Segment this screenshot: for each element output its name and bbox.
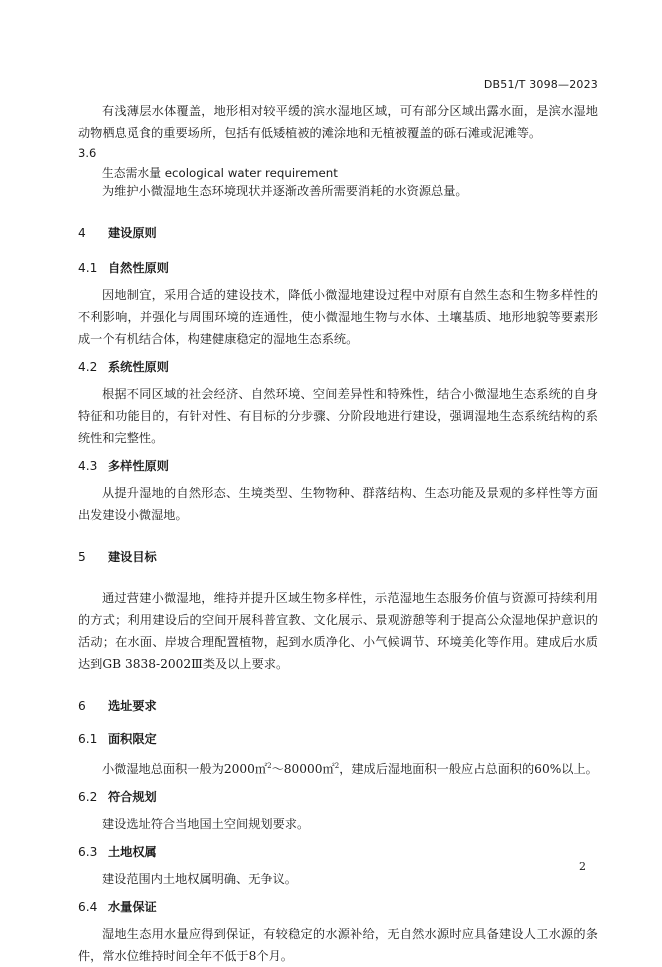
subsection-heading-6-3 (78, 843, 598, 860)
section-title: 建设目标 (108, 550, 157, 564)
area-text-start: 小微湿地总面积一般为2000㎡ (102, 762, 268, 777)
paragraph-6-3: 建设范围内土地权属明确、无争议。 (102, 872, 297, 887)
section-title: 建设原则 (108, 226, 157, 240)
subsection-number: 6.2 (78, 790, 98, 805)
subsection-number: 6.4 (78, 900, 98, 915)
term-number: 3.6 (78, 146, 97, 160)
intro-paragraph: 有浅薄层水体覆盖，地形相对较平缓的滨水湿地区域，可有部分区域出露水面，是滨水湿地动物栖息觅食的重要场所，包括有低矮植被的滩涂地和无植被覆盖的砾石滩或泥滩等。 (78, 104, 598, 140)
section-number: 5 (78, 550, 86, 564)
paragraph-5: 通过营建小微湿地，维持并提升区域生物多样性，示范湿地生态服务价值与资源可持续利用的方式；利用建设后的空间开展科普宣教、文化展示、景观游憩等利于提高公众湿地保护意识的活动；在水面、岸坡合理配置植物，起到水质净化、小气候调节、环境美化等作用。建成后水质达到GB 3838-2002Ⅲ类及以上要求。 (78, 591, 598, 671)
subsection-title: 水量保证 (108, 900, 157, 915)
subsection-title: 多样性原则 (108, 459, 169, 473)
page-content (78, 100, 598, 967)
subsection-title: 符合规划 (108, 790, 157, 805)
subsection-number: 4.2 (78, 360, 98, 374)
superscript: 2 (267, 762, 272, 770)
page-number: 2 (579, 860, 586, 873)
subsection-heading-6-2 (78, 788, 598, 805)
section-number: 4 (78, 226, 86, 240)
subsection-heading-4-2 (78, 358, 598, 375)
subsection-title: 自然性原则 (108, 261, 169, 275)
subsection-heading-6-4 (78, 898, 598, 915)
subsection-number: 4.1 (78, 261, 98, 275)
section-heading-4 (78, 224, 598, 241)
area-text-range: ～80000㎡ (271, 762, 335, 777)
subsection-number: 6.3 (78, 845, 98, 860)
subsection-title: 面积限定 (108, 732, 157, 746)
subsection-number: 6.1 (78, 732, 98, 746)
subsection-heading-4-1 (78, 259, 598, 276)
superscript: 2 (334, 762, 340, 770)
section-title: 选址要求 (108, 699, 157, 713)
section-heading-5 (78, 548, 598, 565)
paragraph-4-3: 从提升湿地的自然形态、生境类型、生物物种、群落结构、生态功能及景观的多样性等方面出发建设小微湿地。 (78, 486, 598, 522)
paragraph-6-2: 建设选址符合当地国土空间规划要求。 (102, 817, 310, 832)
subsection-number: 4.3 (78, 459, 98, 473)
paragraph-6-1 (78, 755, 598, 780)
term-name: 生态需水量 ecological water requirement (102, 166, 338, 180)
paragraph-6-4: 湿地生态用水量应得到保证，有较稳定的水源补给，无自然水源时应具备建设人工水源的条件，常水位维持时间全年不低于8个月。 (78, 927, 598, 964)
paragraph-4-1: 因地制宜，采用合适的建设技术，降低小微湿地建设过程中对原有自然生态和生物多样性的不利影响，并强化与周围环境的连通性，使小微湿地生物与水体、土壤基质、地形地貌等要素形成一个有机结合体，构建健康稳定的湿地生态系统。 (78, 288, 598, 346)
subsection-heading-4-3 (78, 457, 598, 474)
section-heading-6 (78, 697, 598, 714)
paragraph-4-2: 根据不同区域的社会经济、自然环境、空间差异性和特殊性，结合小微湿地生态系统的自身特征和功能目的，有针对性、有目标的分步骤、分阶段地进行建设，强调湿地生态系统结构的系统性和完整性。 (78, 387, 598, 445)
subsection-title: 系统性原则 (108, 360, 169, 374)
area-text-end: ，建成后湿地面积一般应占总面积的60%以上。 (339, 762, 598, 777)
section-number: 6 (78, 699, 86, 713)
subsection-heading-6-1 (78, 730, 598, 747)
term-definition: 为维护小微湿地生态环境现状并逐渐改善所需要消耗的水资源总量。 (102, 184, 468, 198)
header-doc-code: DB51/T 3098—2023 (483, 78, 598, 91)
subsection-title: 土地权属 (108, 845, 157, 860)
